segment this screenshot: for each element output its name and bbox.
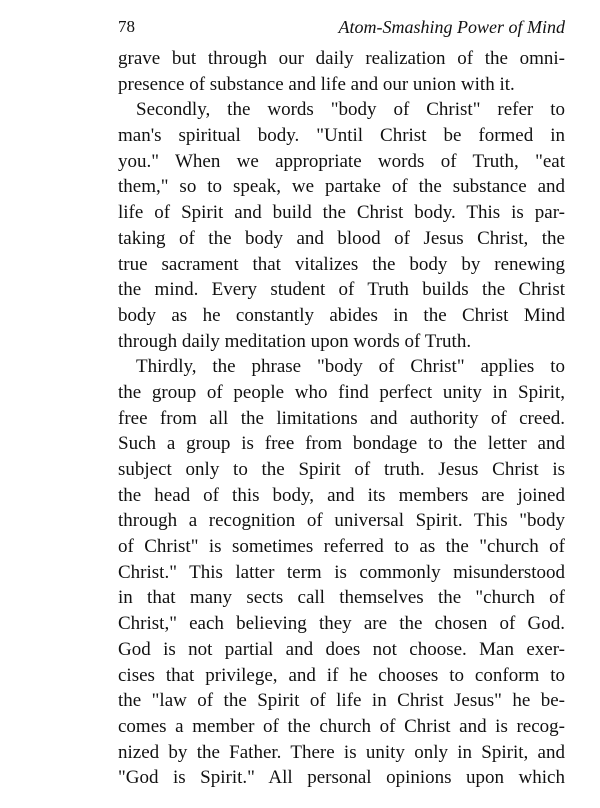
- text-line: the "law of the Spirit of life in Christ Jesus" he be-: [118, 690, 565, 712]
- text-line: you." When we appropriate words of Truth, "eat: [118, 150, 565, 172]
- text-line: comes a member of the church of Christ and is recog-: [118, 715, 565, 737]
- text-line: in that many sects call themselves the "church of: [118, 587, 565, 609]
- text-line: life of Spirit and build the Christ body. This is par-: [118, 202, 565, 224]
- text-line: Christ." This latter term is commonly misunderstood: [118, 561, 565, 583]
- text-line: of Christ" is sometimes referred to as the "church of: [118, 536, 565, 558]
- text-line: through daily meditation upon words of Truth.: [118, 330, 472, 352]
- text-line: Such a group is free from bondage to the letter and: [118, 433, 565, 455]
- paragraph: [118, 354, 565, 791]
- text-line: Thirdly, the phrase "body of Christ" applies to: [136, 356, 565, 378]
- page-number: 78: [118, 17, 135, 36]
- text-line: subject only to the Spirit of truth. Jesus Christ is: [118, 459, 565, 480]
- text-line: God is not partial and does not choose. Man exer-: [118, 638, 565, 660]
- text-line: taking of the body and blood of Jesus Christ, the: [118, 227, 565, 249]
- paragraph: [118, 46, 565, 97]
- text-line: through a recognition of universal Spirit. This "body: [118, 510, 565, 532]
- body-text: [118, 46, 565, 791]
- text-line: them," so to speak, we partake of the substance and: [118, 176, 565, 198]
- text-line: presence of substance and life and our union with it.: [118, 73, 515, 95]
- text-line: true sacrament that vitalizes the body by renewing: [118, 253, 565, 275]
- text-line: Christ," each believing they are the chosen of God.: [118, 613, 565, 635]
- paragraph: [118, 97, 565, 354]
- text-line: man's spiritual body. "Until Christ be formed in: [118, 125, 565, 147]
- running-title: Atom-Smashing Power of Mind: [338, 17, 565, 37]
- text-line: Secondly, the words "body of Christ" refer to: [136, 99, 565, 121]
- text-line: free from all the limitations and authority of creed.: [118, 407, 565, 429]
- text-line: body as he constantly abides in the Christ Mind: [118, 304, 565, 326]
- text-line: "God is Spirit." All personal opinions upon which: [118, 767, 565, 789]
- page-header: [118, 14, 565, 40]
- text-line: grave but through our daily realization of the omni-: [118, 48, 565, 69]
- text-line: the mind. Every student of Truth builds the Christ: [118, 279, 565, 301]
- text-line: cises that privilege, and if he chooses to conform to: [118, 664, 565, 686]
- text-line: the group of people who find perfect unity in Spirit,: [118, 381, 565, 403]
- text-line: nized by the Father. There is unity only in Spirit, and: [118, 741, 565, 763]
- text-line: the head of this body, and its members are joined: [118, 484, 565, 506]
